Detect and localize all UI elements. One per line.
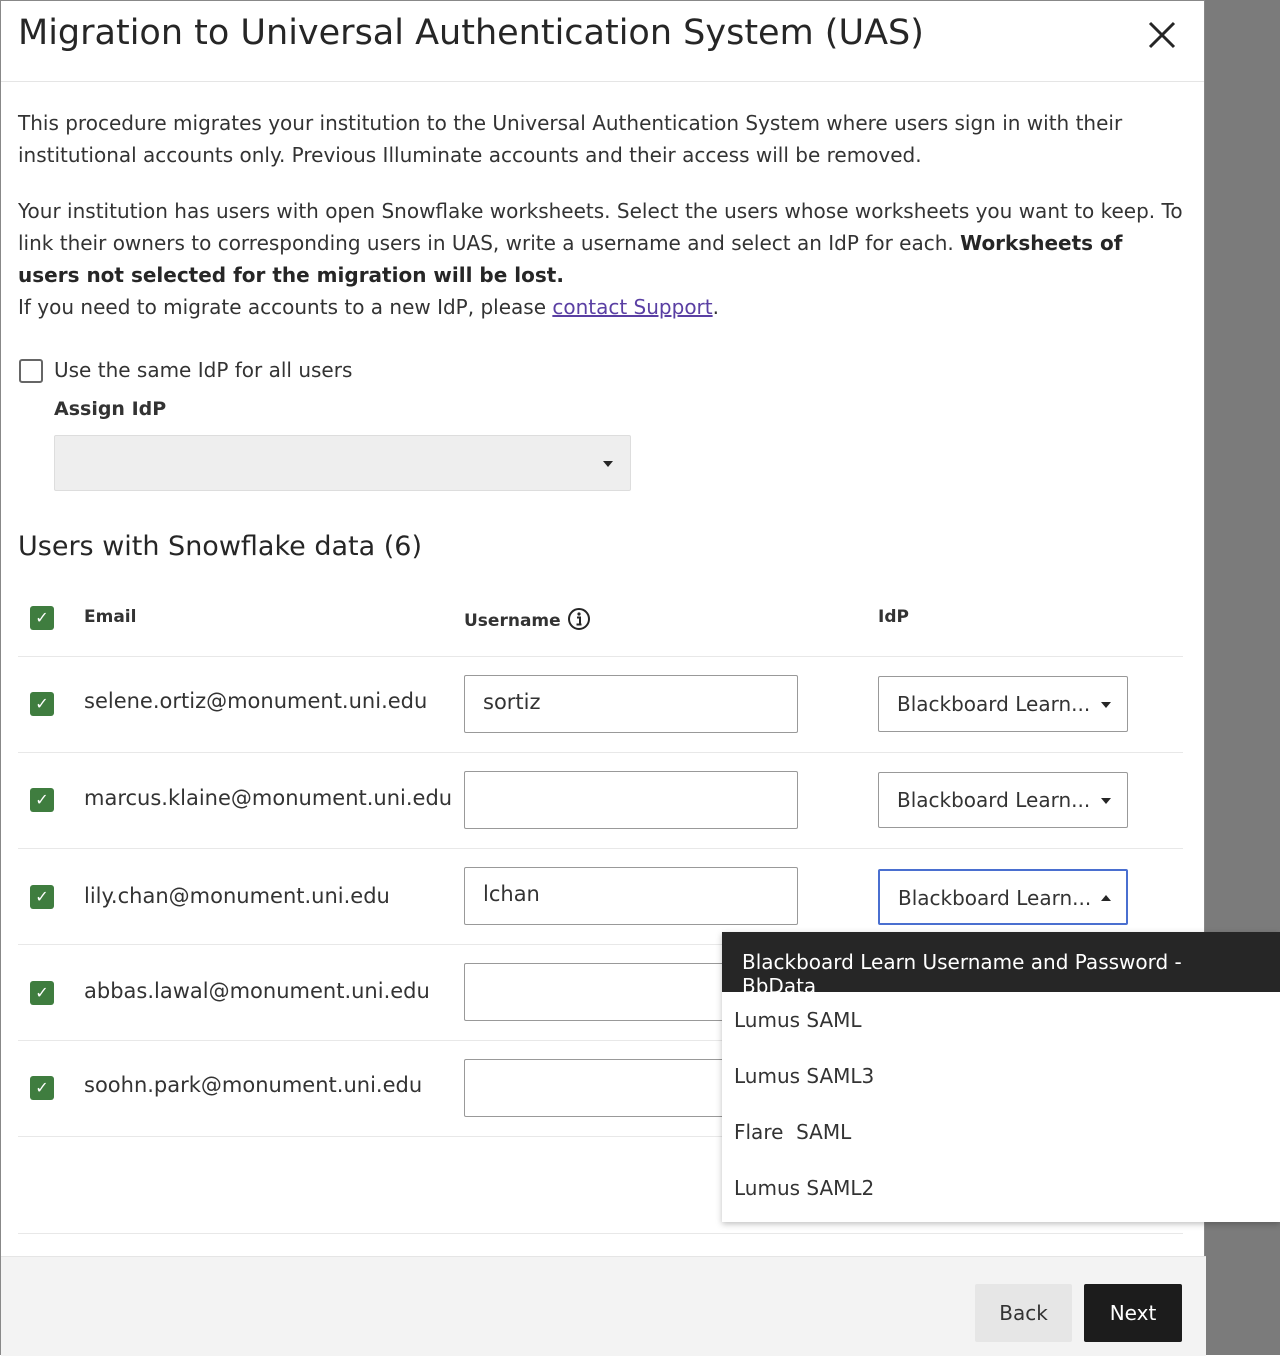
chevron-down-icon [1101,798,1111,804]
intro-paragraph: This procedure migrates your institution to the Universal Authentication System where users sign in with their institutional accounts only. Previous Illuminate accounts and their access will be removed. [18,111,1123,167]
username-header-label: Username [464,611,561,631]
same-idp-checkbox[interactable] [19,359,43,383]
idp-option-selected[interactable]: Blackboard Learn Username and Password - BbData [722,932,1280,992]
row-checkbox[interactable]: ✓ [30,692,54,716]
support-text: If you need to migrate accounts to a new IdP, please [18,295,553,319]
assign-idp-select[interactable] [54,435,631,491]
column-header-email: Email [84,607,137,627]
chevron-down-icon [603,461,613,467]
divider [18,656,1183,657]
idp-option[interactable]: Lumus SAML3 [734,1064,875,1088]
same-idp-label: Use the same IdP for all users [54,358,353,382]
idp-option[interactable]: Lumus SAML [734,1008,862,1032]
dialog-title: Migration to Universal Authentication System (UAS) [18,13,924,53]
idp-option[interactable]: Flare SAML [734,1120,852,1144]
row-checkbox[interactable]: ✓ [30,981,54,1005]
idp-select-open[interactable] [878,869,1128,925]
dialog-header [1,1,1204,82]
row-email: marcus.klaine@monument.uni.edu [84,786,453,810]
divider [18,848,1183,849]
divider [18,752,1183,753]
idp-select-value: Blackboard Learn... [898,886,1092,910]
idp-select[interactable] [878,772,1128,828]
contact-support-link[interactable]: contact Support [552,295,713,319]
instructions-paragraph [18,195,1188,291]
column-header-idp: IdP [878,607,909,627]
row-email: soohn.park@monument.uni.edu [84,1073,423,1097]
idp-select-value: Blackboard Learn... [897,788,1091,812]
idp-select-value: Blackboard Learn... [897,692,1091,716]
username-input[interactable] [464,771,798,829]
dialog-footer [1,1256,1206,1356]
chevron-down-icon [1101,702,1111,708]
row-checkbox[interactable]: ✓ [30,885,54,909]
row-email: selene.ortiz@monument.uni.edu [84,689,428,713]
users-heading: Users with Snowflake data (6) [18,531,422,562]
instructions-text: Your institution has users with open Snowflake worksheets. Select the users whose worksheets you want to keep. To link their owners to corresponding users in UAS, write a username and select an IdP for each. [18,199,1183,255]
divider [18,1233,1183,1234]
idp-option[interactable]: Lumus SAML2 [734,1176,875,1200]
column-header-username [464,607,591,631]
close-icon[interactable] [1144,17,1180,53]
idp-select[interactable] [878,676,1128,732]
row-checkbox[interactable]: ✓ [30,1076,54,1100]
support-paragraph [18,291,1188,323]
select-all-checkbox[interactable]: ✓ [30,606,54,630]
support-suffix: . [712,295,719,319]
idp-dropdown-menu [722,932,1280,1222]
back-button[interactable]: Back [975,1284,1072,1342]
username-input[interactable]: lchan [464,867,798,925]
row-email: lily.chan@monument.uni.edu [84,884,390,908]
row-checkbox[interactable]: ✓ [30,788,54,812]
assign-idp-label: Assign IdP [54,398,167,420]
next-button[interactable]: Next [1084,1284,1182,1342]
username-input[interactable]: sortiz [464,675,798,733]
chevron-up-icon [1101,895,1111,901]
row-email: abbas.lawal@monument.uni.edu [84,979,430,1003]
info-icon[interactable] [567,607,591,631]
warning-text: Worksheets of users not selected for the migration will be lost. [18,231,1123,287]
